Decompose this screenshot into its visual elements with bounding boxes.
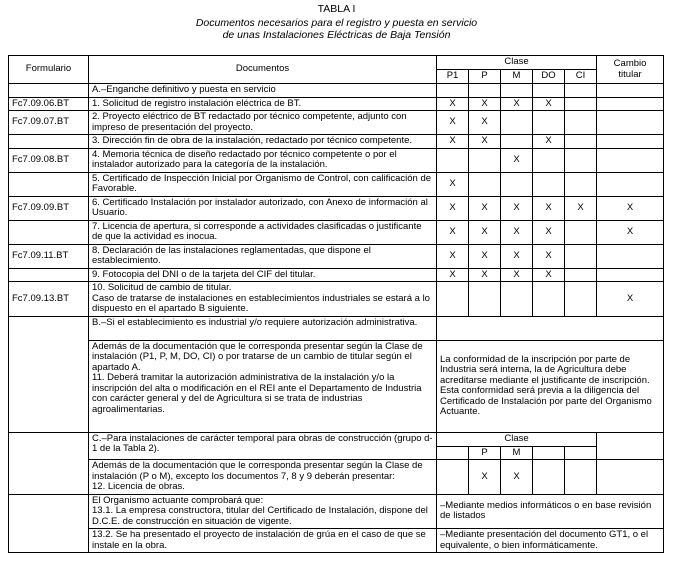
section-c-text-2: 12. Licencia de obras.: [92, 481, 185, 492]
mark-p: X: [469, 460, 501, 495]
section-a-cell: [533, 84, 565, 98]
mark-p1: X: [437, 196, 469, 220]
section-a-cell: [469, 84, 501, 98]
document-description: 9. Fotocopia del DNI o de la tarjeta del CIF del titular.: [89, 268, 437, 282]
mark-m: [501, 135, 533, 149]
document-description: 2. Proyecto eléctrico de BT redactado por técnico competente, adjunto con impreso de presentación del proyecto.: [89, 111, 437, 135]
mark-ci: [565, 172, 597, 196]
mark-p: X: [469, 196, 501, 220]
mark-do: X: [533, 135, 565, 149]
table-row: [9, 529, 664, 553]
table-row: [9, 244, 664, 268]
mark-p1: X: [437, 172, 469, 196]
mark-do: X: [533, 244, 565, 268]
table-row: [9, 432, 664, 446]
mark-m: X: [501, 244, 533, 268]
form-code: Fc7.09.09.BT: [9, 196, 89, 220]
final-note-1: –Mediante medios informáticos o en base revisión de listados: [437, 494, 664, 529]
mark-ci: [565, 268, 597, 282]
mark-ct: [597, 135, 664, 149]
document-description: [89, 282, 437, 317]
mark-ct: [597, 148, 664, 172]
form-code: Fc7.09.07.BT: [9, 111, 89, 135]
mark-p1: X: [437, 111, 469, 135]
mark-do: X: [533, 220, 565, 244]
mark-p: X: [469, 268, 501, 282]
mark-m: X: [501, 196, 533, 220]
final-intro: El Organismo actuante comprobará que:: [92, 494, 264, 506]
table-row: [9, 172, 664, 196]
section-c-hdr-blank: [565, 446, 597, 460]
header-cambio-line-2: titular: [618, 68, 642, 80]
table-row: [9, 340, 664, 432]
mark-p1: X: [437, 220, 469, 244]
section-c-hdr-blank: [437, 446, 469, 460]
table-row: [9, 148, 664, 172]
header-clase: Clase: [437, 56, 597, 70]
mark-p1: [437, 460, 469, 495]
section-c-blank: [597, 432, 664, 460]
mark-m: [501, 282, 533, 317]
form-code: Fc7.09.08.BT: [9, 148, 89, 172]
section-b-text-2: 11. Deberá tramitar la autorización administrativa de la instalación y/o la inscripción del alta o modificación en el REI ante el Departamento de Industria con carácter general y del de Agricultura si se trata de industrias agroalimentarias.: [92, 372, 422, 415]
mark-m: X: [501, 460, 533, 495]
mark-m: X: [501, 97, 533, 111]
section-c-text-1: Además de la documentación que le corresponda presentar según la Clase de instalación (P o M), excepto los documentos 7, 8 y 9 deberán presentar:: [92, 460, 423, 482]
section-c-heading: C.–Para instalaciones de carácter temporal para obras de construcción (grupo d-1 de la Tabla 2).: [89, 432, 437, 460]
section-c-hdr-blank: [533, 446, 565, 460]
mark-ci: [565, 135, 597, 149]
form-code: [9, 220, 89, 244]
section-b-text-1: Además de la documentación que le corresponda presentar según la Clase de instalación (P1, P, M, DO, CI) o por tratarse de un cambio de titular según el apartado A.: [92, 340, 423, 373]
mark-p: X: [469, 135, 501, 149]
mark-ct: X: [597, 220, 664, 244]
mark-p1: [437, 282, 469, 317]
header-m: M: [501, 70, 533, 84]
mark-ct: [597, 460, 664, 495]
mark-p: X: [469, 97, 501, 111]
mark-do: [533, 172, 565, 196]
mark-p: X: [469, 244, 501, 268]
section-b-note: La conformidad de la inscripción por parte de Industria será interna, la de Agricultura debe acreditarse mediante el justificante de inscripción. Esta conformidad será previa a la diligencia del Certificado de Instalación por parte del Organismo Actuante.: [437, 340, 664, 432]
mark-do: X: [533, 97, 565, 111]
mark-p: X: [469, 111, 501, 135]
section-a-cell: [501, 84, 533, 98]
mark-p: [469, 148, 501, 172]
section-c-form-cell: [9, 432, 89, 494]
form-code: [9, 268, 89, 282]
table-row: [9, 316, 664, 340]
document-description: 8. Declaración de las instalaciones reglamentadas, que dispone el establecimiento.: [89, 244, 437, 268]
form-code: [9, 135, 89, 149]
final-form-cell: [9, 494, 89, 553]
final-text-1: [89, 494, 437, 529]
section-c-clase: Clase: [437, 432, 597, 446]
mark-p1: [437, 148, 469, 172]
mark-p1: X: [437, 97, 469, 111]
section-b-form-cell: [9, 316, 89, 432]
mark-ci: X: [565, 196, 597, 220]
table-row: [9, 282, 664, 317]
mark-m: X: [501, 148, 533, 172]
table-row: [9, 111, 664, 135]
mark-ci: [565, 282, 597, 317]
document-description: 6. Certificado Instalación por instalador autorizado, con Anexo de información al Usuario.: [89, 196, 437, 220]
header-documentos: Documentos: [89, 56, 437, 84]
header-cambio-line-1: Cambio: [613, 58, 647, 69]
section-a-form-cell: [9, 84, 89, 98]
mark-m: [501, 111, 533, 135]
mark-ci: [565, 97, 597, 111]
section-c-header-m: M: [501, 446, 533, 460]
form-code: [9, 172, 89, 196]
header-ci: CI: [565, 70, 597, 84]
mark-m: X: [501, 268, 533, 282]
header-do: DO: [533, 70, 565, 84]
mark-p: X: [469, 220, 501, 244]
table-subtitle-line-2: de unas Instalaciones Eléctricas de Baja Tensión: [222, 29, 451, 41]
mark-ct: X: [597, 196, 664, 220]
section-b-blank: [437, 316, 664, 340]
mark-ci: [565, 244, 597, 268]
document-description: 5. Certificado de Inspección Inicial por Organismo de Control, con calificación de Favorable.: [89, 172, 437, 196]
section-a-cell: [565, 84, 597, 98]
form-code: Fc7.09.13.BT: [9, 282, 89, 317]
mark-do: [533, 148, 565, 172]
mark-p1: X: [437, 244, 469, 268]
mark-ci: [565, 148, 597, 172]
mark-ct: X: [597, 282, 664, 317]
mark-m: X: [501, 220, 533, 244]
mark-p: [469, 172, 501, 196]
document-description: 1. Solicitud de registro instalación eléctrica de BT.: [89, 97, 437, 111]
table-row: [9, 460, 664, 495]
table-title: TABLA I: [317, 3, 356, 15]
mark-do: [533, 460, 565, 495]
mark-do: X: [533, 268, 565, 282]
form-code: Fc7.09.11.BT: [9, 244, 89, 268]
header-p1: P1: [437, 70, 469, 84]
header-formulario: Formulario: [9, 56, 89, 84]
table-row: [9, 268, 664, 282]
mark-m: [501, 172, 533, 196]
section-a-cell: [437, 84, 469, 98]
mark-ct: [597, 172, 664, 196]
mark-p: [469, 282, 501, 317]
table-row: [9, 196, 664, 220]
mark-ct: [597, 111, 664, 135]
table-row: [9, 494, 664, 529]
mark-ci: [565, 460, 597, 495]
form-code: Fc7.09.06.BT: [9, 97, 89, 111]
row10-line-2: Caso de tratarse de instalaciones en establecimientos industriales se estará a lo dispuesto en el apartado B siguiente.: [92, 292, 430, 314]
section-b-text: [89, 340, 437, 432]
mark-do: [533, 282, 565, 317]
mark-ct: [597, 268, 664, 282]
section-b-heading: B.–Si el establecimiento es industrial y/o requiere autorización administrativa.: [89, 316, 437, 340]
table-row: [9, 135, 664, 149]
section-a-cell: [597, 84, 664, 98]
table-row: [9, 97, 664, 111]
mark-do: [533, 111, 565, 135]
final-item-2: 13.2. Se ha presentado el proyecto de instalación de grúa en el caso de que se instale en la obra.: [89, 529, 437, 553]
mark-ct: [597, 244, 664, 268]
mark-do: X: [533, 196, 565, 220]
document-description: 4. Memoria técnica de diseño redactado por técnico competente o por el instalador autorizado para la categoría de la instalación.: [89, 148, 437, 172]
section-c-text: [89, 460, 437, 495]
mark-ci: [565, 111, 597, 135]
table-row: [9, 220, 664, 244]
table-subtitle-line-1: Documentos necesarios para el registro y puesta en servicio: [195, 17, 478, 29]
mark-p1: X: [437, 135, 469, 149]
mark-ci: [565, 220, 597, 244]
mark-p1: X: [437, 268, 469, 282]
header-cambio-titular: [597, 56, 664, 84]
final-note-2: –Mediante presentación del documento GT1, o el equivalente, o bien informáticamente.: [437, 529, 664, 553]
document-description: 3. Dirección fin de obra de la instalación, redactado por técnico competente.: [89, 135, 437, 149]
row10-line-1: 10. Solicitud de cambio de titular.: [92, 282, 232, 293]
final-item-1: 13.1. La empresa constructora, titular del Certificado de Instalación, dispone del D.C.E. de construcción en situación de vigente.: [92, 505, 428, 527]
mark-ct: [597, 97, 664, 111]
section-c-header-p: P: [469, 446, 501, 460]
header-p: P: [469, 70, 501, 84]
document-description: 7. Licencia de apertura, si corresponde a actividades clasificadas o justificante de que la actividad es inocua.: [89, 220, 437, 244]
section-a-heading: A.–Enganche definitivo y puesta en servicio: [89, 84, 437, 98]
documents-table: [8, 55, 664, 553]
